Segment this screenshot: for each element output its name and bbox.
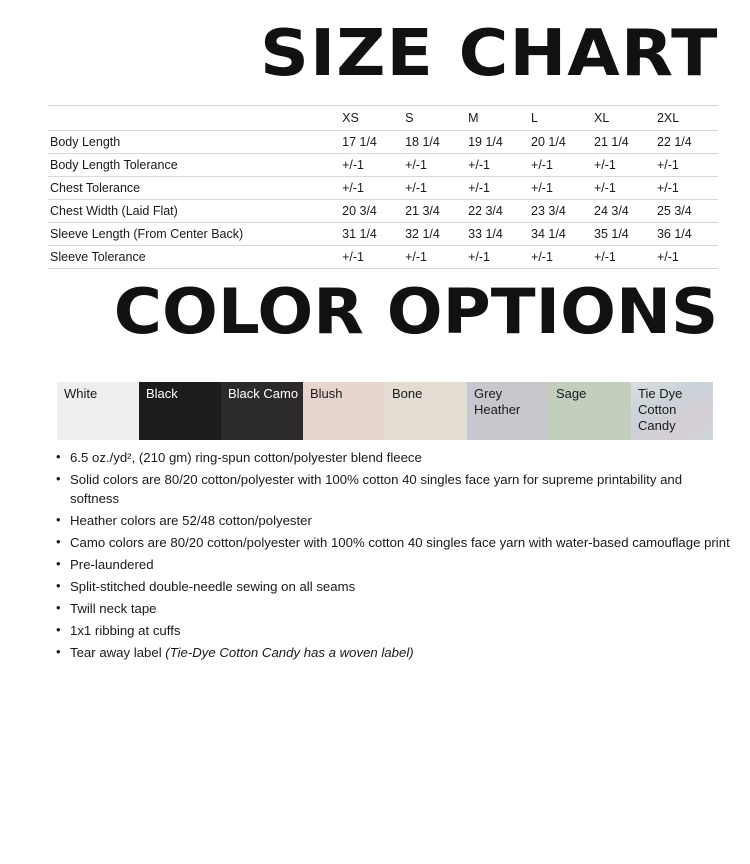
table-row <box>48 200 718 223</box>
swatch-label: Tie Dye Cotton Candy <box>638 386 683 433</box>
cell-xl: +/-1 <box>592 246 655 269</box>
cell-xs: 31 1/4 <box>340 223 403 246</box>
cell-m: +/-1 <box>466 177 529 200</box>
list-item <box>54 555 734 574</box>
column-header-2xl: 2XL <box>655 106 718 131</box>
list-item <box>54 577 734 596</box>
feature-text: 1x1 ribbing at cuffs <box>70 623 181 638</box>
feature-text: Pre-laundered <box>70 557 154 572</box>
cell-2xl: 25 3/4 <box>655 200 718 223</box>
list-item <box>54 448 734 467</box>
cell-m: 33 1/4 <box>466 223 529 246</box>
column-header-s: S <box>403 106 466 131</box>
color-swatch-tie-dye-cotton-candy[interactable] <box>631 382 713 440</box>
cell-xl: 21 1/4 <box>592 131 655 154</box>
swatch-label: Black Camo <box>228 386 299 401</box>
swatch-label: Grey Heather <box>474 386 521 417</box>
cell-s: 21 3/4 <box>403 200 466 223</box>
feature-text: Camo colors are 80/20 cotton/polyester with 100% cotton 40 singles face yarn with water-based camouflage print <box>70 535 730 550</box>
feature-note: (Tie-Dye Cotton Candy has a woven label) <box>165 645 414 660</box>
cell-xl: +/-1 <box>592 154 655 177</box>
color-options-title: COLOR OPTIONS <box>113 275 718 348</box>
size-chart-table-container <box>48 105 718 269</box>
table-row <box>48 177 718 200</box>
product-features-list <box>54 448 734 665</box>
list-item <box>54 470 734 508</box>
swatch-label: Blush <box>310 386 343 401</box>
cell-xs: 20 3/4 <box>340 200 403 223</box>
cell-s: +/-1 <box>403 177 466 200</box>
list-item <box>54 643 734 662</box>
color-swatch-grey-heather[interactable] <box>467 382 549 440</box>
row-label: Body Length Tolerance <box>48 154 340 177</box>
cell-2xl: +/-1 <box>655 154 718 177</box>
swatch-label: Sage <box>556 386 587 401</box>
cell-m: +/-1 <box>466 246 529 269</box>
cell-l: 23 3/4 <box>529 200 592 223</box>
color-swatch-black[interactable] <box>139 382 221 440</box>
list-item <box>54 533 734 552</box>
table-row <box>48 246 718 269</box>
cell-s: 32 1/4 <box>403 223 466 246</box>
column-header-l: L <box>529 106 592 131</box>
column-header-xs: XS <box>340 106 403 131</box>
cell-xs: +/-1 <box>340 177 403 200</box>
cell-l: 20 1/4 <box>529 131 592 154</box>
swatch-label: Bone <box>392 386 423 401</box>
color-swatch-sage[interactable] <box>549 382 631 440</box>
cell-l: +/-1 <box>529 177 592 200</box>
list-item <box>54 621 734 640</box>
feature-text: Solid colors are 80/20 cotton/polyester with 100% cotton 40 singles face yarn for supreme printability and softness <box>70 472 683 506</box>
color-swatch-black-camo[interactable] <box>221 382 303 440</box>
cell-2xl: +/-1 <box>655 177 718 200</box>
table-row <box>48 154 718 177</box>
row-label: Chest Width (Laid Flat) <box>48 200 340 223</box>
list-item <box>54 511 734 530</box>
cell-2xl: +/-1 <box>655 246 718 269</box>
color-swatch-bone[interactable] <box>385 382 467 440</box>
color-swatch-white[interactable] <box>57 382 139 440</box>
size-chart-table-head <box>48 106 718 131</box>
column-header-measurement <box>48 106 340 131</box>
row-label: Body Length <box>48 131 340 154</box>
cell-xs: +/-1 <box>340 154 403 177</box>
feature-text: Tear away label <box>70 645 166 660</box>
size-chart-table <box>48 105 718 269</box>
size-chart-table-body <box>48 131 718 269</box>
cell-xl: 24 3/4 <box>592 200 655 223</box>
feature-text: Twill neck tape <box>70 601 157 616</box>
cell-m: 19 1/4 <box>466 131 529 154</box>
cell-l: +/-1 <box>529 246 592 269</box>
table-row <box>48 131 718 154</box>
swatch-label: White <box>64 386 98 401</box>
cell-xs: +/-1 <box>340 246 403 269</box>
table-header-row <box>48 106 718 131</box>
color-swatch-list <box>57 382 713 440</box>
cell-l: 34 1/4 <box>529 223 592 246</box>
column-header-m: M <box>466 106 529 131</box>
cell-s: 18 1/4 <box>403 131 466 154</box>
cell-2xl: 22 1/4 <box>655 131 718 154</box>
size-chart-title: SIZE CHART <box>259 17 718 91</box>
table-row <box>48 223 718 246</box>
swatch-label: Black <box>146 386 178 401</box>
color-swatch-blush[interactable] <box>303 382 385 440</box>
row-label: Chest Tolerance <box>48 177 340 200</box>
cell-2xl: 36 1/4 <box>655 223 718 246</box>
list-item <box>54 599 734 618</box>
row-label: Sleeve Length (From Center Back) <box>48 223 340 246</box>
cell-l: +/-1 <box>529 154 592 177</box>
row-label: Sleeve Tolerance <box>48 246 340 269</box>
feature-text: Heather colors are 52/48 cotton/polyester <box>70 513 312 528</box>
cell-s: +/-1 <box>403 246 466 269</box>
cell-xl: 35 1/4 <box>592 223 655 246</box>
column-header-xl: XL <box>592 106 655 131</box>
feature-text: 6.5 oz./yd², (210 gm) ring-spun cotton/polyester blend fleece <box>70 450 422 465</box>
cell-s: +/-1 <box>403 154 466 177</box>
cell-xs: 17 1/4 <box>340 131 403 154</box>
feature-text: Split-stitched double-needle sewing on all seams <box>70 579 356 594</box>
cell-m: 22 3/4 <box>466 200 529 223</box>
cell-xl: +/-1 <box>592 177 655 200</box>
cell-m: +/-1 <box>466 154 529 177</box>
